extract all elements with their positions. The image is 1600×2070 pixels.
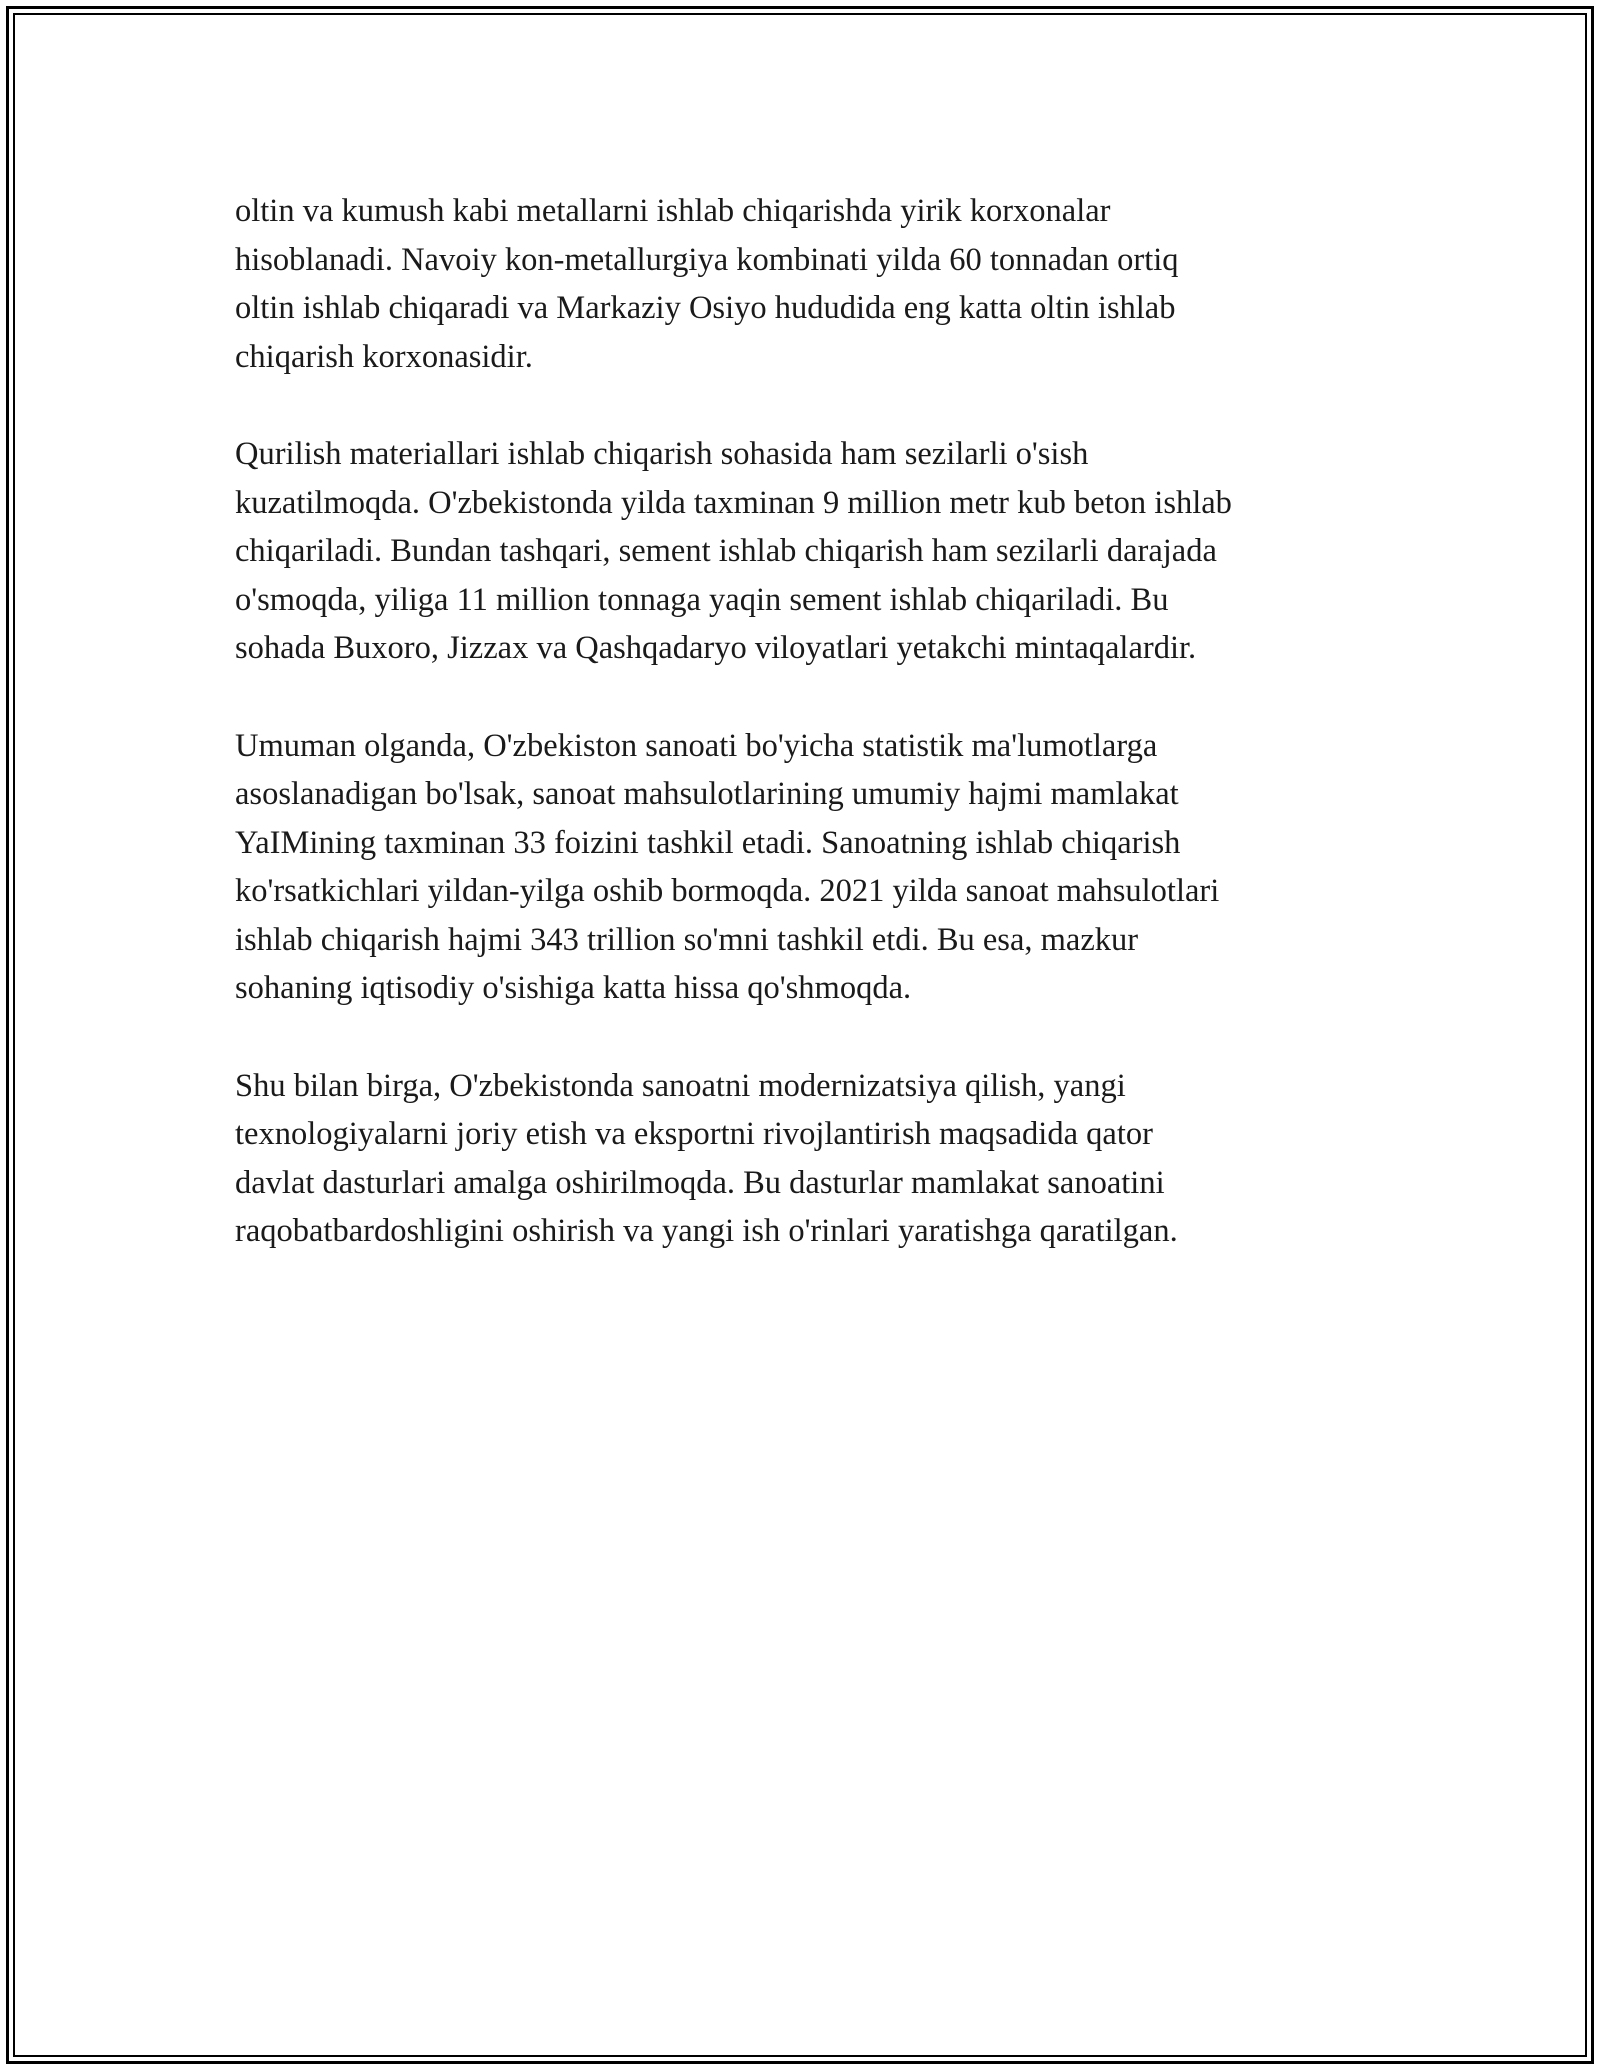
text-line: sohada Buxoro, Jizzax va Qashqadaryo viloyatlari yetakchi mintaqalardir. <box>235 630 1197 666</box>
paragraph-3 <box>235 722 1395 1013</box>
paragraph-4 <box>235 1062 1395 1256</box>
text-line: asoslanadigan bo'lsak, sanoat mahsulotlarining umumiy hajmi mamlakat <box>235 776 1179 812</box>
text-line: Umuman olganda, O'zbekiston sanoati bo'yicha statistik ma'lumotlarga <box>235 727 1158 764</box>
document-body <box>235 187 1395 1305</box>
text-line: oltin ishlab chiqaradi va Markaziy Osiyo hududida eng katta oltin ishlab <box>235 290 1176 326</box>
paragraph-1 <box>235 187 1395 381</box>
paragraph-2 <box>235 430 1395 673</box>
text-line: sohaning iqtisodiy o'sishiga katta hissa qo'shmoqda. <box>235 970 912 1006</box>
text-line: ko'rsatkichlari yildan-yilga oshib bormoqda. 2021 yilda sanoat mahsulotlari <box>235 873 1220 909</box>
text-line: YaIMining taxminan 33 foizini tashkil etadi. Sanoatning ishlab chiqarish <box>235 824 1181 861</box>
text-line: hisoblanadi. Navoiy kon-metallurgiya kombinati yilda 60 tonnadan ortiq <box>235 241 1179 278</box>
text-line: chiqariladi. Bundan tashqari, sement ishlab chiqarish ham sezilarli darajada <box>235 533 1217 569</box>
text-line: davlat dasturlari amalga oshirilmoqda. Bu dasturlar mamlakat sanoatini <box>235 1164 1165 1201</box>
text-line: texnologiyalarni joriy etish va eksportni rivojlantirish maqsadida qator <box>235 1116 1153 1152</box>
text-line: Qurilish materiallari ishlab chiqarish sohasida ham sezilarli o'sish <box>235 436 1089 472</box>
text-line: ishlab chiqarish hajmi 343 trillion so'mni tashkil etdi. Bu esa, mazkur <box>235 921 1139 958</box>
text-line: o'smoqda, yiliga 11 million tonnaga yaqin sement ishlab chiqariladi. Bu <box>235 581 1169 618</box>
text-line: kuzatilmoqda. O'zbekistonda yilda taxminan 9 million metr kub beton ishlab <box>235 484 1232 521</box>
text-line: oltin va kumush kabi metallarni ishlab chiqarishda yirik korxonalar <box>235 193 1111 229</box>
text-line: chiqarish korxonasidir. <box>235 338 533 375</box>
text-line: Shu bilan birga, O'zbekistonda sanoatni modernizatsiya qilish, yangi <box>235 1067 1126 1104</box>
text-line: raqobatbardoshligini oshirish va yangi ish o'rinlari yaratishga qaratilgan. <box>235 1213 1178 1249</box>
